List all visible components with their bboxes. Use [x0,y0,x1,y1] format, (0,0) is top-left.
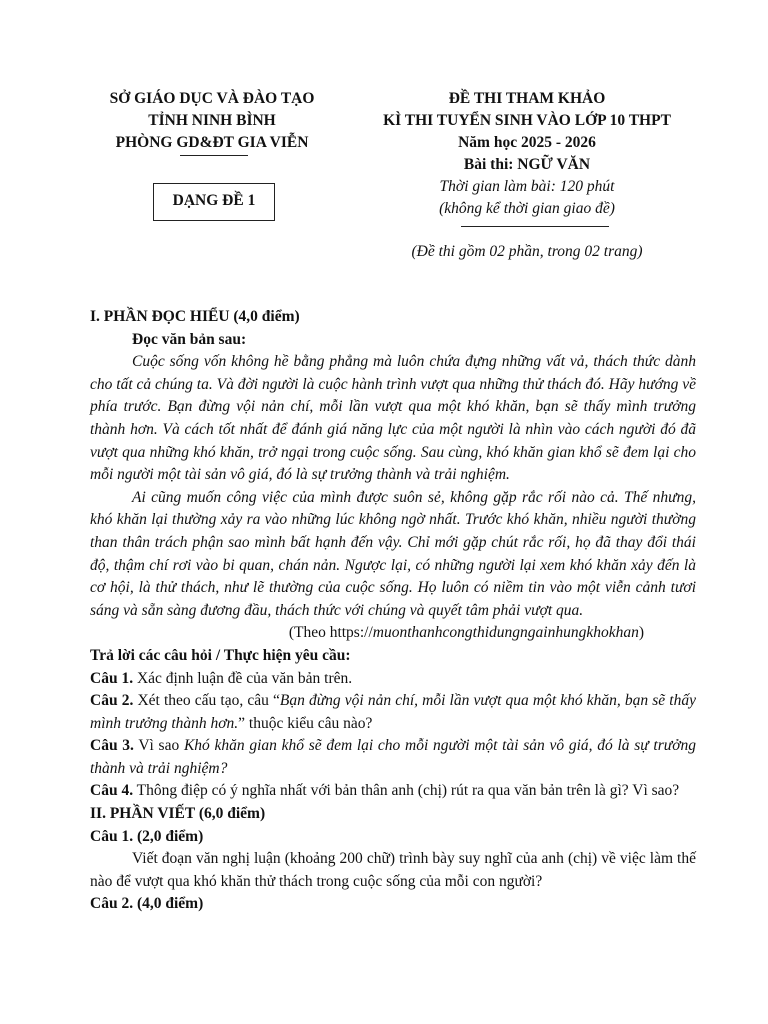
header-left-divider [180,155,248,156]
writing-question-1-text: Viết đoạn văn nghị luận (khoảng 200 chữ) trình bày suy nghĩ của anh (chị) về việc làm thế nào để vượt qua khó khăn thử thách trong cuộc sống của mỗi con người? [90,850,696,890]
question-3-pre: Vì sao [133,737,184,755]
exam-title: ĐỀ THI THAM KHẢO [448,90,606,107]
question-2-quote: Bạn đừng vội nản chí, mỗi lần vượt qua một khó khăn, bạn sẽ thấy mình trưởng thành hơn. [90,692,696,732]
time-limit: Thời gian làm bài: 120 phút [439,178,615,195]
question-4 [90,780,696,803]
question-1 [90,668,696,691]
exam-name: KÌ THI TUYỂN SINH VÀO LỚP 10 THPT [383,112,671,129]
question-2-label: Câu 2. [90,692,134,710]
exam-body [90,306,696,916]
passage-paragraph-2: Ai cũng muốn công việc của mình được suôn sẻ, không gặp rắc rối nào cả. Thế nhưng, khó khăn lại thường xảy ra vào những lúc không ngờ nhất. Trước khó khăn, nhiều người thường than thân trách phận sao mình bất hạnh đến vậy. Chỉ mới gặp chút rắc rối, họ đã thay đổi thái độ, thậm chí rơi vào bi quan, chán nản. Ngược lại, có những người lại xem khó khăn xảy đến là cơ hội, là thử thách, như lẽ thường của cuộc sống. Họ luôn có niềm tin vào một viễn cảnh tươi sáng và sẵn sàng đương đầu, thách thức với chúng và quyết tâm phải vượt qua. [90,488,696,619]
pages-note: (Đề thi gồm 02 phần, trong 02 trang) [411,243,643,260]
department-name: SỞ GIÁO DỤC VÀ ĐÀO TẠO [109,90,315,107]
question-1-label: Câu 1. [90,669,134,687]
time-note: (không kể thời gian giao đề) [439,200,615,217]
passage-paragraph-1: Cuộc sống vốn không hề bằng phẳng mà luôn chứa đựng những vất vả, thách thức dành cho tất cả chúng ta. Và đời người là cuộc hành trình vượt qua những thử thách đó. Hãy hướng về phía trước. Bạn đừng vội nản chí, mỗi lần vượt qua một khó khăn, bạn sẽ thấy mình trưởng thành hơn. Và cách tốt nhất để đánh giá năng lực của một người là nhìn vào cách người đó đã vượt qua những khó khăn, trở ngại trong cuộc sống. Sau cùng, khó khăn gian khổ sẽ đem lại cho mỗi người một tài sản vô giá, đó là sự trưởng thành và trải nghiệm. [90,353,696,484]
source-suffix: ) [638,624,644,642]
read-label: Đọc văn bản sau: [132,330,247,348]
source-link: muonthanhcongthidungngainhungkhokhan [372,624,639,642]
question-3 [90,735,696,780]
exam-form-box: DẠNG ĐỀ 1 [153,183,275,221]
source-prefix: (Theo https:// [288,624,373,642]
province-name: TỈNH NINH BÌNH [148,112,276,129]
question-2-pre: Xét theo cấu tạo, câu “ [133,692,280,710]
writing-question-2-title: Câu 2. (4,0 điểm) [90,895,204,913]
passage-source [90,622,696,645]
questions-title: Trả lời các câu hỏi / Thực hiện yêu cầu: [90,646,351,664]
question-4-label: Câu 4. [90,782,134,800]
header-right-divider [461,226,609,227]
office-name: PHÒNG GD&ĐT GIA VIỄN [115,134,309,151]
part2-title: II. PHẦN VIẾT (6,0 điểm) [90,805,266,823]
subject: Bài thi: NGỮ VĂN [463,156,591,173]
question-2-post: ” thuộc kiểu câu nào? [238,714,373,732]
header-right [352,88,702,220]
question-1-text: Xác định luận đề của văn bản trên. [133,669,353,687]
question-2 [90,690,696,735]
part1-title: I. PHẦN ĐỌC HIỂU (4,0 điểm) [90,308,300,325]
writing-question-1-title: Câu 1. (2,0 điểm) [90,827,204,845]
question-4-text: Thông điệp có ý nghĩa nhất với bản thân anh (chị) rút ra qua văn bản trên là gì? Vì sao? [133,782,680,800]
school-year: Năm học 2025 - 2026 [458,134,596,151]
question-3-label: Câu 3. [90,737,134,755]
question-3-quote: Khó khăn gian khổ sẽ đem lại cho mỗi người một tài sản vô giá, đó là sự trưởng thành và trải nghiệm? [90,737,696,777]
header-left [92,88,332,154]
